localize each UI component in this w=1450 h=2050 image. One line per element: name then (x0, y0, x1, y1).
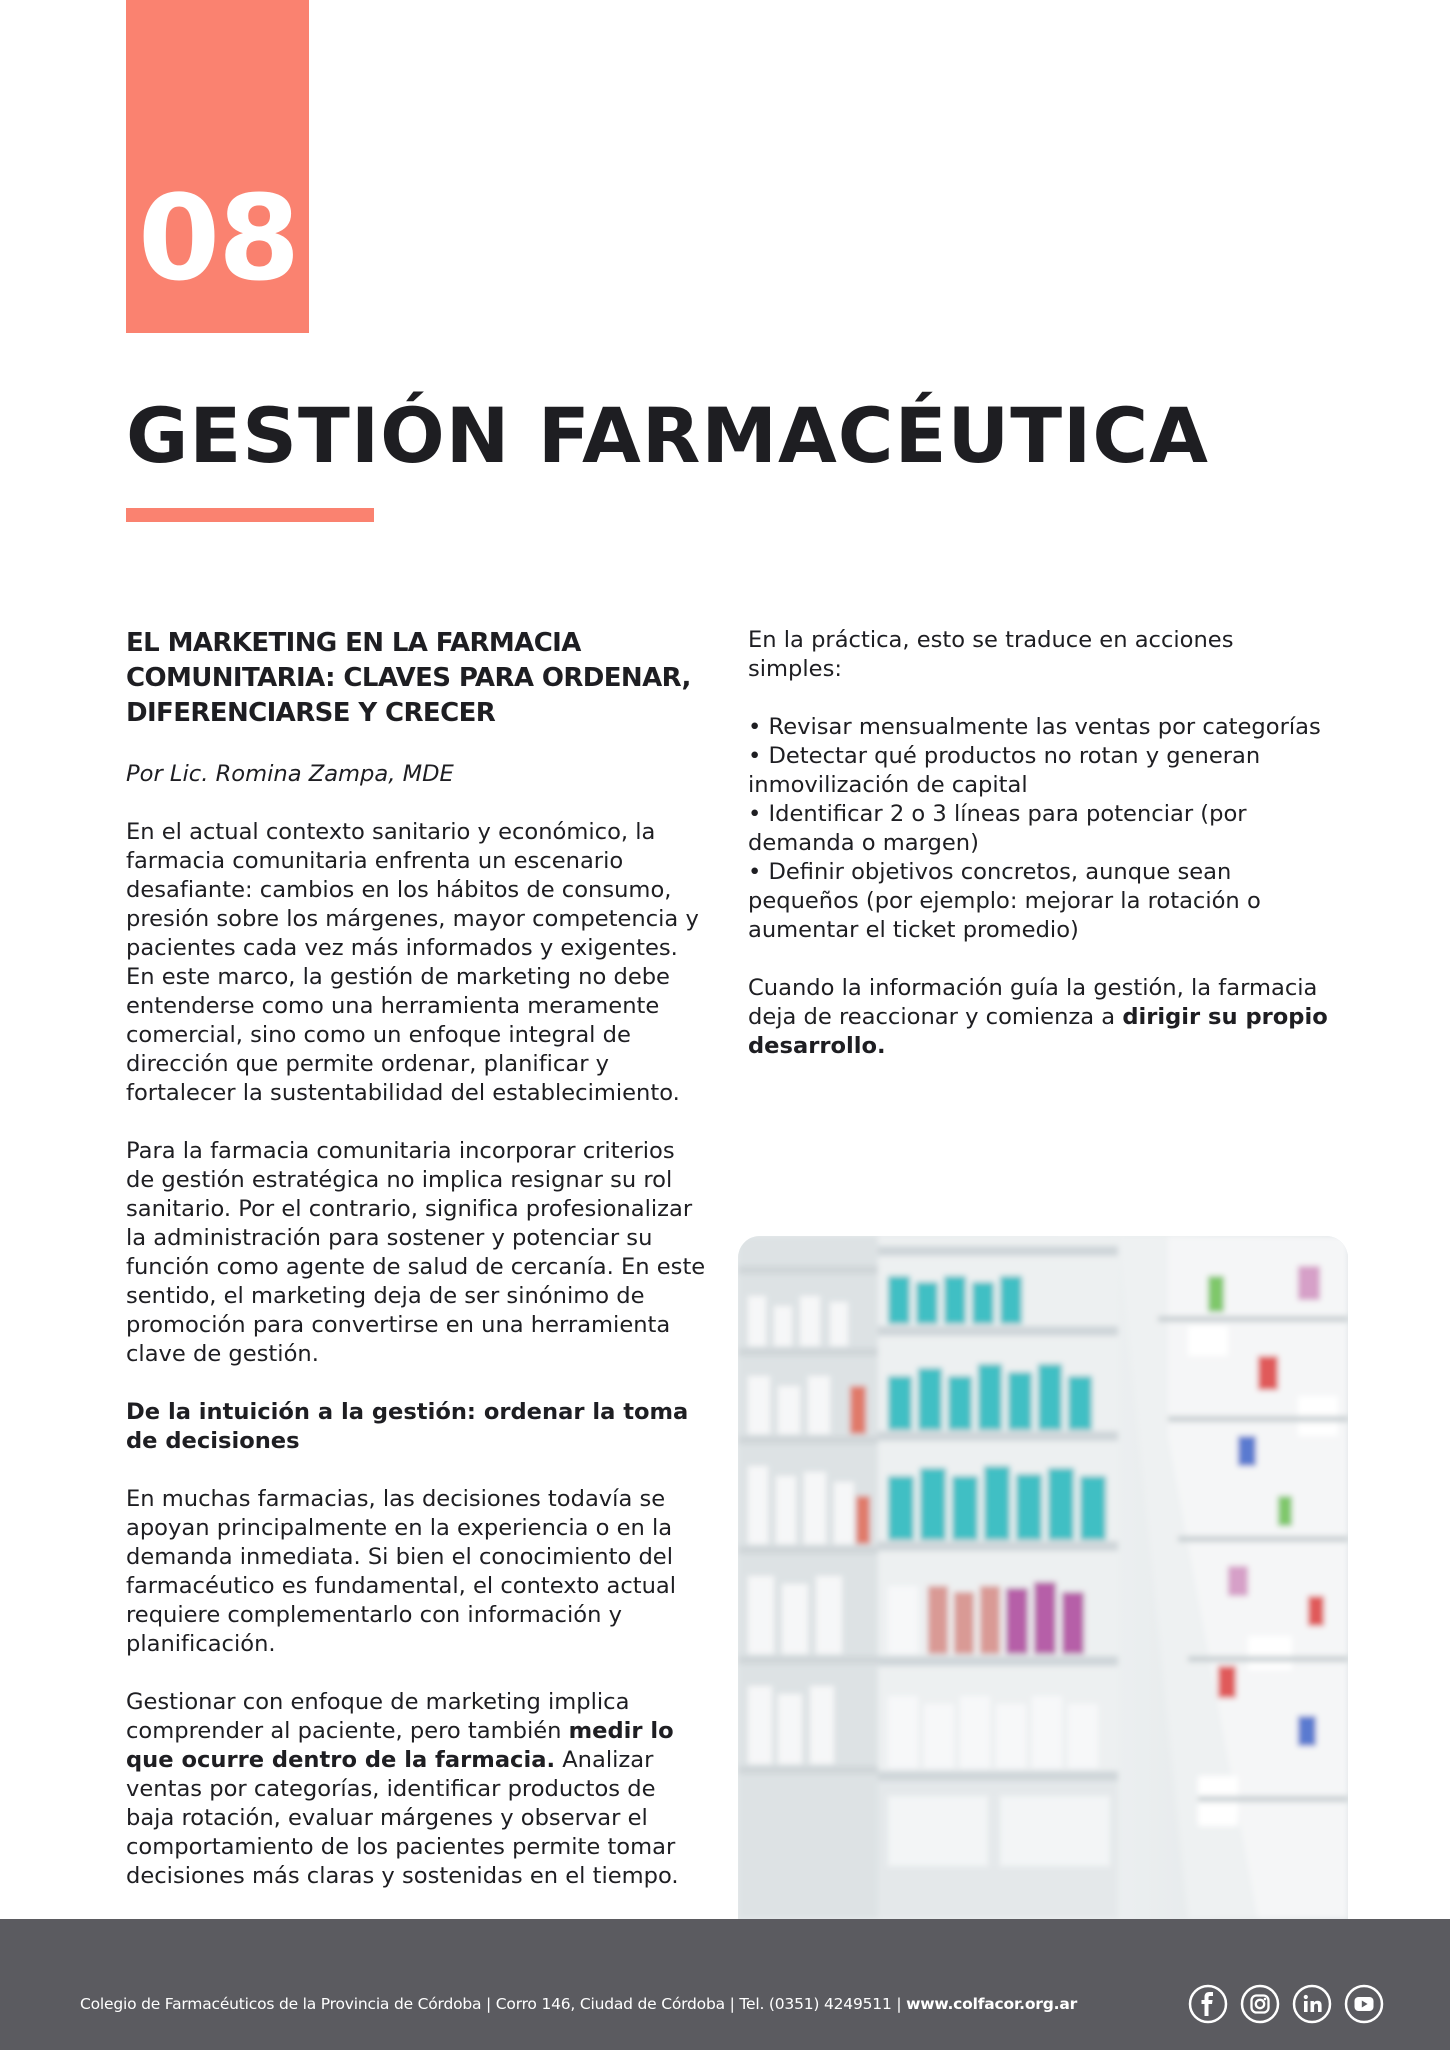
linkedin-icon[interactable] (1292, 1984, 1332, 2024)
paragraph-6-bold: dirigir su propio desarrollo. (748, 1004, 1328, 1059)
article-title: EL MARKETING EN LA FARMACIA COMUNITARIA: CLAVES PARA ORDENAR, DIFERENCIARSE Y CRECER (126, 628, 691, 728)
footer-contact-info (80, 1984, 1077, 2024)
action-list (748, 713, 1328, 945)
instagram-icon[interactable] (1240, 1984, 1280, 2024)
article-column-right (748, 626, 1328, 1090)
paragraph-2: Para la farmacia comunitaria incorporar criterios de gestión estratégica no implica resignar su rol sanitario. Por el contrario, significa profesionalizar la administración para sostener y potenciar su función como agente de salud de cercanía. En este sentido, el marketing deja de ser sinónimo de promoción para convertirse en una herramienta clave de gestión. (126, 1138, 706, 1367)
paragraph-5: En la práctica, esto se traduce en acciones simples: (748, 627, 1234, 682)
article-byline: Por Lic. Romina Zampa, MDE (126, 761, 454, 787)
action-item: • Detectar qué productos no rotan y generan inmovilización de capital (748, 743, 1261, 798)
action-item: • Identificar 2 o 3 líneas para potenciar (por demanda o margen) (748, 801, 1247, 856)
page-footer (0, 1919, 1450, 2050)
paragraph-6-start: Cuando la información guía la gestión, la farmacia deja de reaccionar y comienza a (748, 975, 1318, 1030)
section-title: GESTIÓN FARMACÉUTICA (126, 391, 1209, 480)
section-number: 08 (138, 169, 299, 307)
facebook-icon[interactable] (1188, 1984, 1228, 2024)
footer-website-link[interactable]: www.colfacor.org.ar (906, 1995, 1078, 2013)
paragraph-4-end: Analizar ventas por categorías, identificar productos de baja rotación, evaluar márgenes y observar el comportamiento de los pacientes permite tomar decisiones más claras y sostenidas en el tiempo. (126, 1747, 679, 1889)
section-number-block (126, 0, 309, 333)
paragraph-4 (126, 1688, 706, 1891)
pharmacy-shelves-photo (738, 1236, 1348, 1919)
title-underline (126, 508, 374, 522)
paragraph-4-start: Gestionar con enfoque de marketing implica comprender al paciente, pero también (126, 1689, 630, 1744)
article-column-left (126, 626, 706, 1891)
paragraph-3: En muchas farmacias, las decisiones todavía se apoyan principalmente en la experiencia o en la demanda inmediata. Si bien el conocimiento del farmacéutico es fundamental, el contexto actual requiere complementarlo con información y planificación. (126, 1486, 677, 1657)
paragraph-4-bold: medir lo que ocurre dentro de la farmacia. (126, 1718, 674, 1773)
paragraph-1: En el actual contexto sanitario y económico, la farmacia comunitaria enfrenta un escenario desafiante: cambios en los hábitos de consumo, presión sobre los márgenes, mayor competencia y pacientes cada vez más informados y exigentes. En este marco, la gestión de marketing no debe entenderse como una herramienta meramente comercial, sino como un enfoque integral de dirección que permite ordenar, planificar y fortalecer la sustentabilidad del establecimiento. (126, 819, 699, 1106)
article-subheading: De la intuición a la gestión: ordenar la toma de decisiones (126, 1399, 689, 1454)
action-item: • Revisar mensualmente las ventas por categorías (748, 714, 1321, 740)
action-item: • Definir objetivos concretos, aunque sean pequeños (por ejemplo: mejorar la rotación o aumentar el ticket promedio) (748, 859, 1261, 943)
footer-address: Colegio de Farmacéuticos de la Provincia de Córdoba | Corro 146, Ciudad de Córdoba | Tel. (0351) 4249511 | (80, 1995, 907, 2013)
paragraph-6 (748, 974, 1328, 1061)
youtube-icon[interactable] (1344, 1984, 1384, 2024)
